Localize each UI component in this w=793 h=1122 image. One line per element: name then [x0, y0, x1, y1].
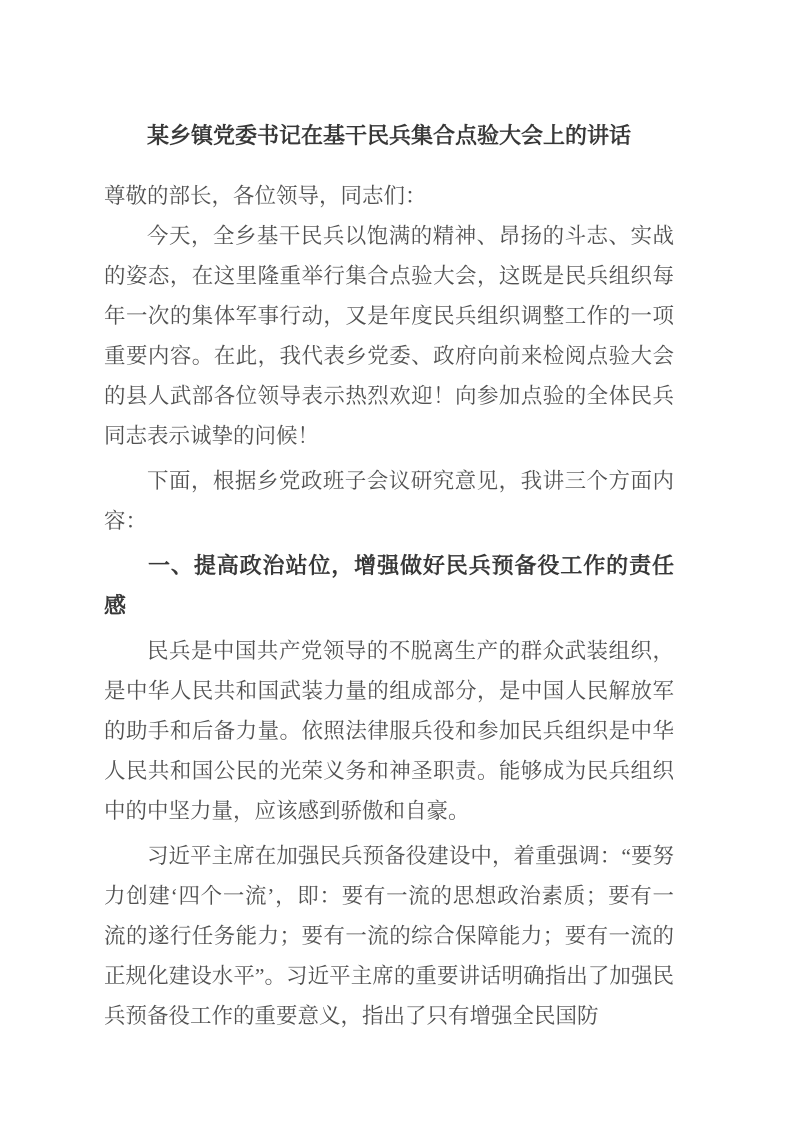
- paragraph-opening: 今天，全乡基干民兵以饱满的精神、昂扬的斗志、实战的姿态，在这里隆重举行集合点验大会，这既是民兵组织每年一次的集体军事行动，又是年度民兵组织调整工作的一项重要内容。在此，我代表乡党委、政府向前来检阅点验大会的县人武部各位领导表示热烈欢迎！向参加点验的全体民兵同志表示诚挚的问候！: [104, 224, 674, 448]
- salutation-line: 尊敬的部长，各位领导，同志们：: [104, 184, 427, 208]
- paragraph-quote-four-firsts: 习近平主席在加强民兵预备役建设中，着重强调：“要努力创建‘四个一流’，即：要有一流的思想政治素质；要有一流的遂行任务能力；要有一流的综合保障能力；要有一流的正规化建设水平”。习近平主席的重要讲话明确指出了加强民兵预备役工作的重要意义，指出了只有增强全民国防: [104, 844, 674, 1028]
- paragraph-militia-definition: 民兵是中国共产党领导的不脱离生产的群众武装组织，是中华人民共和国武装力量的组成部分，是中国人民解放军的助手和后备力量。依照法律服兵役和参加民兵组织是中华人民共和国公民的光荣义务和神圣职责。能够成为民兵组织中的中坚力量，应该感到骄傲和自豪。: [104, 639, 674, 823]
- paragraph-transition: 下面，根据乡党政班子会议研究意见，我讲三个方面内容：: [104, 469, 674, 533]
- document-title: 某乡镇党委书记在基干民兵集合点验大会上的讲话: [146, 123, 631, 148]
- section-heading-1: 一、提高政治站位，增强做好民兵预备役工作的责任感: [104, 553, 674, 618]
